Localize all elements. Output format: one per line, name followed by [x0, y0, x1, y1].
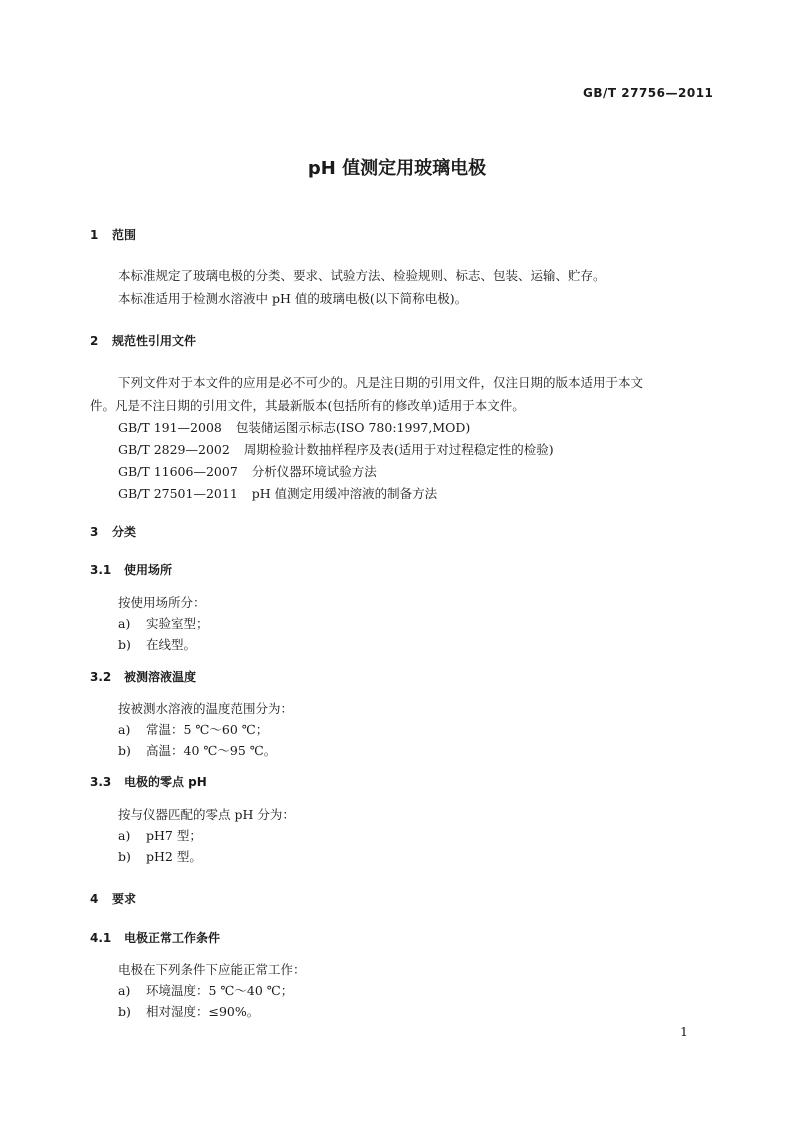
paragraph: 本标准适用于检测水溶液中 pH 值的玻璃电极(以下简称电极)。: [118, 291, 468, 306]
list-marker: b): [118, 743, 131, 758]
reference-code: GB/T 2829—2002: [118, 442, 230, 457]
subsection-title: 使用场所: [124, 563, 173, 577]
paragraph: 按被测水溶液的温度范围分为：: [118, 701, 294, 716]
reference-item: [118, 418, 470, 436]
section-2-heading: [90, 332, 196, 349]
reference-title: 包装储运图示标志(ISO 780:1997,MOD): [235, 420, 471, 435]
reference-title: 分析仪器环境试验方法: [251, 464, 377, 479]
list-marker: a): [118, 722, 131, 737]
section-title: 分类: [112, 525, 137, 539]
section-1-heading: [90, 226, 136, 243]
section-number: 4: [90, 892, 99, 906]
list-item: [118, 1002, 259, 1020]
subsection-title: 被测溶液温度: [124, 670, 197, 684]
subsection-number: 3.1: [90, 563, 112, 577]
subsection-3-1-heading: [90, 561, 172, 578]
reference-title: pH 值测定用缓冲溶液的制备方法: [251, 486, 438, 501]
reference-code: GB/T 27501—2011: [118, 486, 238, 501]
subsection-number: 3.3: [90, 775, 112, 789]
list-text: pH7 型；: [146, 828, 202, 843]
reference-code: GB/T 191—2008: [118, 420, 222, 435]
subsection-title: 电极正常工作条件: [124, 931, 221, 945]
list-item: [118, 981, 293, 999]
list-marker: a): [118, 828, 131, 843]
reference-item: [118, 440, 554, 458]
list-item: [118, 720, 268, 738]
reference-item: [118, 462, 377, 480]
list-text: 在线型。: [146, 637, 197, 652]
reference-title: 周期检验计数抽样程序及表(适用于对过程稳定性的检验): [243, 442, 554, 457]
subsection-title: 电极的零点 pH: [124, 775, 207, 789]
subsection-3-2-heading: [90, 668, 196, 685]
list-text: pH2 型。: [146, 849, 202, 864]
paragraph: 下列文件对于本文件的应用是必不可少的。凡是注日期的引用文件，仅注日期的版本适用于本文: [118, 375, 644, 390]
subsection-4-1-heading: [90, 929, 220, 946]
list-text: 常温：5 ℃～60 ℃；: [146, 722, 269, 737]
paragraph: 电极在下列条件下应能正常工作：: [118, 962, 306, 977]
paragraph: 按与仪器匹配的零点 pH 分为：: [118, 807, 295, 822]
standard-number: GB/T 27756—2011: [583, 86, 714, 100]
paragraph: 件。凡是不注日期的引用文件，其最新版本(包括所有的修改单)适用于本文件。: [90, 398, 525, 413]
subsection-number: 3.2: [90, 670, 112, 684]
list-text: 高温：40 ℃～95 ℃。: [146, 743, 277, 758]
list-marker: a): [118, 616, 131, 631]
list-item: [118, 635, 196, 653]
list-text: 环境温度：5 ℃～40 ℃；: [146, 983, 294, 998]
section-title: 规范性引用文件: [112, 334, 197, 348]
list-item: [118, 741, 276, 759]
list-marker: a): [118, 983, 131, 998]
section-3-heading: [90, 523, 136, 540]
document-title: pH 值测定用玻璃电极: [307, 158, 487, 179]
list-marker: b): [118, 1004, 131, 1019]
paragraph: 本标准规定了玻璃电极的分类、要求、试验方法、检验规则、标志、包装、运输、贮存。: [118, 268, 606, 283]
list-text: 相对湿度：≤90%。: [146, 1004, 260, 1019]
list-item: [118, 826, 202, 844]
list-item: [118, 847, 202, 865]
paragraph: 按使用场所分：: [118, 595, 206, 610]
list-item: [118, 614, 209, 632]
list-text: 实验室型；: [146, 616, 209, 631]
section-4-heading: [90, 890, 136, 907]
list-marker: b): [118, 849, 131, 864]
reference-item: [118, 484, 437, 502]
section-title: 范围: [112, 228, 137, 242]
section-title: 要求: [112, 892, 137, 906]
page-number: 1: [680, 1024, 688, 1039]
list-marker: b): [118, 637, 131, 652]
subsection-number: 4.1: [90, 931, 112, 945]
section-number: 2: [90, 334, 99, 348]
subsection-3-3-heading: [90, 773, 207, 790]
section-number: 1: [90, 228, 99, 242]
section-number: 3: [90, 525, 99, 539]
reference-code: GB/T 11606—2007: [118, 464, 238, 479]
